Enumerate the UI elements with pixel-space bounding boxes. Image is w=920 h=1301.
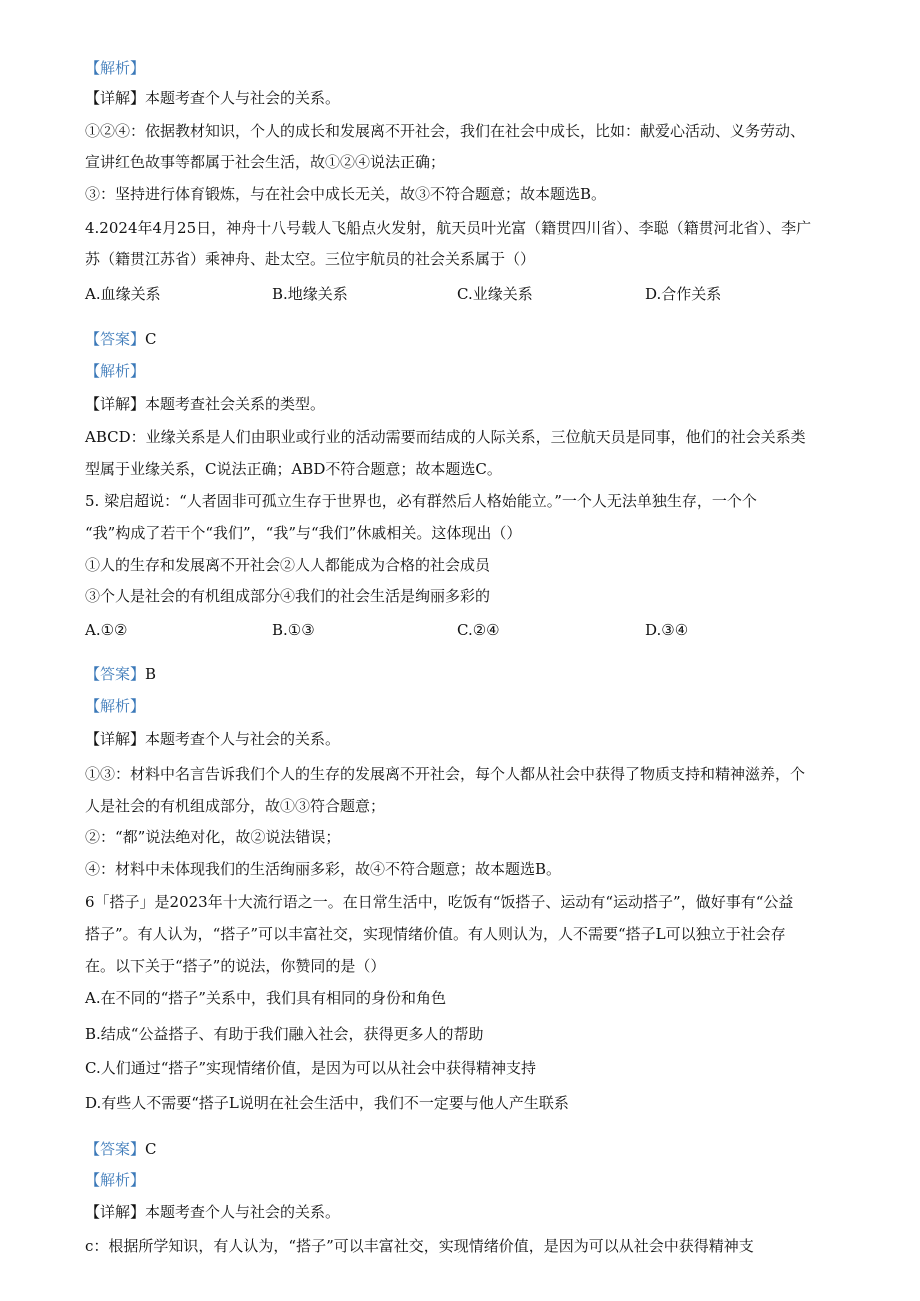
tag-label: 【答案】: [85, 665, 146, 683]
detail-text: 本题考查社会关系的类型。: [145, 395, 326, 413]
text-line: 6「搭子」是2023年十大流行语之一。在日常生活中，吃饭有“饭搭子、运动有“运动搭子”，做好事有“公益: [85, 893, 794, 911]
text-line: 5. 梁启超说：“人者固非可孤立生存于世界也，必有群然后人格始能立。”一个人无法单独生存，一个个: [85, 492, 757, 510]
answer-line: [85, 664, 156, 684]
text-line: 4.2024年4月25日，神舟十八号载人飞船点火发射，航天员叶光富（籍贯四川省）、李聪（籍贯河北省）、李广: [85, 219, 812, 237]
text-line: ABCD：业缘关系是人们由职业或行业的活动需要而结成的人际关系，三位航天员是同事，他们的社会关系类: [85, 428, 806, 446]
text-line: A.在不同的“搭子”关系中，我们具有相同的身份和角色: [85, 989, 446, 1007]
tag-label: 【答案】: [85, 1140, 146, 1158]
answer-value: C: [145, 1140, 157, 1158]
text-line: ①②④：依据教材知识，个人的成长和发展离不开社会，我们在社会中成长，比如：献爱心活动、义务劳动、: [85, 122, 806, 140]
option-item: B.①③: [272, 621, 315, 639]
option-item: B.地缘关系: [272, 285, 348, 303]
text-line: ①③：材料中名言告诉我们个人的生存的发展离不开社会，每个人都从社会中获得了物质支持和精神滋养，个: [85, 765, 806, 783]
section-tag: [85, 1170, 145, 1190]
detail-line: [85, 729, 340, 749]
text-line: ③：坚持进行体育锻炼，与在社会中成长无关，故③不符合题意；故本题选B。: [85, 185, 607, 203]
option-item: A.血缘关系: [85, 285, 161, 303]
text-line: ③个人是社会的有机组成部分④我们的社会生活是绚丽多彩的: [85, 587, 491, 605]
text-line: C.人们通过“搭子”实现情绪价值，是因为可以从社会中获得精神支持: [85, 1059, 537, 1077]
text-line: 在。以下关于“搭子”的说法，你赞同的是（）: [85, 957, 386, 975]
text-line: ①人的生存和发展离不开社会②人人都能成为合格的社会成员: [85, 556, 491, 574]
tag-label: 【解析】: [85, 1171, 146, 1189]
tag-label: 【详解】: [85, 89, 146, 107]
section-tag: [85, 58, 145, 78]
detail-text: 本题考查个人与社会的关系。: [145, 1203, 341, 1221]
text-line: 宣讲红色故事等都属于社会生活，故①②④说法正确；: [85, 153, 446, 171]
option-item: D.③④: [645, 621, 689, 639]
text-line: 搭子”。有人认为，“搭子”可以丰富社交，实现情绪价值。有人则认为，人不需要“搭子L可以独立于社会存: [85, 925, 786, 943]
answer-line: [85, 1139, 157, 1159]
option-item: D.合作关系: [645, 285, 722, 303]
answer-line: [85, 329, 157, 349]
text-line: B.结成“公益搭子、有助于我们融入社会，获得更多人的帮助: [85, 1025, 484, 1043]
section-tag: [85, 361, 145, 381]
text-line: 人是社会的有机组成部分，故①③符合题意；: [85, 797, 386, 815]
detail-line: [85, 394, 325, 414]
text-line: ④：材料中未体现我们的生活绚丽多彩，故④不符合题意；故本题选B。: [85, 860, 562, 878]
tag-label: 【解析】: [85, 697, 146, 715]
detail-line: [85, 88, 340, 108]
option-item: C.业缘关系: [457, 285, 533, 303]
text-line: 苏（籍贯江苏省）乘神舟、赴太空。三位宇航员的社会关系属于（）: [85, 250, 536, 268]
text-line: 型属于业缘关系，C说法正确；ABD不符合题意；故本题选C。: [85, 460, 502, 478]
answer-value: B: [145, 665, 157, 683]
tag-label: 【答案】: [85, 330, 146, 348]
detail-line: [85, 1202, 340, 1222]
text-line: ②：“都”说法绝对化，故②说法错误；: [85, 828, 341, 846]
detail-text: 本题考查个人与社会的关系。: [145, 730, 341, 748]
option-item: A.①②: [85, 621, 128, 639]
tag-label: 【详解】: [85, 395, 146, 413]
text-line: c：根据所学知识，有人认为，“搭子”可以丰富社交，实现情绪价值，是因为可以从社会中获得精神支: [85, 1237, 754, 1255]
tag-label: 【解析】: [85, 362, 146, 380]
detail-text: 本题考查个人与社会的关系。: [145, 89, 341, 107]
section-tag: [85, 696, 145, 716]
text-line: D.有些人不需要“搭子L说明在社会生活中，我们不一定要与他人产生联系: [85, 1094, 569, 1112]
answer-value: C: [145, 330, 157, 348]
tag-label: 【详解】: [85, 1203, 146, 1221]
text-line: “我”构成了若干个“我们”，“我”与“我们”休戚相关。这体现出（）: [85, 524, 522, 542]
tag-label: 【详解】: [85, 730, 146, 748]
tag-label: 【解析】: [85, 59, 146, 77]
option-item: C.②④: [457, 621, 500, 639]
